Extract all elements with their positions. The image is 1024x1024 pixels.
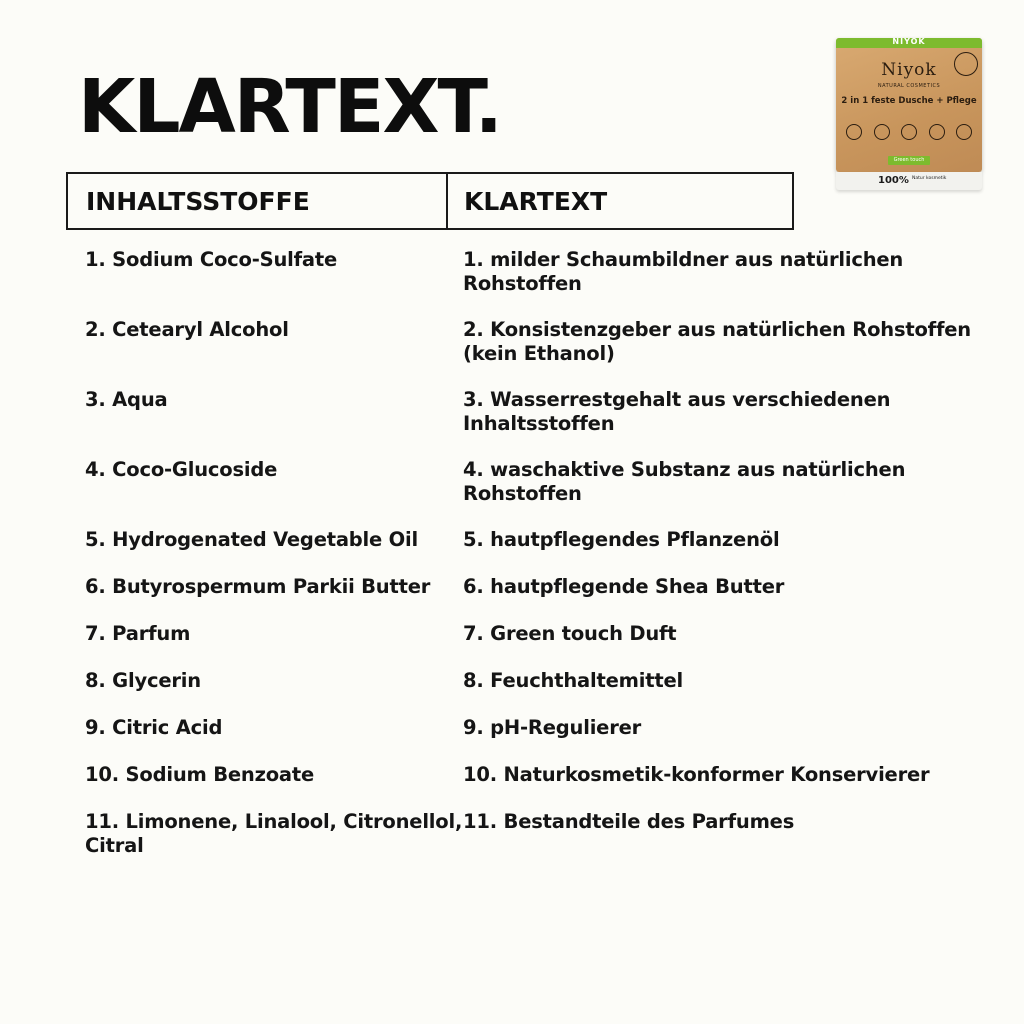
ingredient-cell: 4. Coco-Glucoside: [85, 458, 278, 481]
header-klartext: KLARTEXT: [464, 186, 608, 216]
table-row: [85, 575, 975, 599]
explanation-cell: 6. hautpflegende Shea Butter: [463, 575, 785, 598]
ingredient-cell: 1. Sodium Coco-Sulfate: [85, 248, 337, 271]
table-row: [85, 528, 975, 552]
explanation-cell: 11. Bestandteile des Parfumes: [463, 810, 795, 833]
header-ingredients: INHALTSSTOFFE: [68, 174, 448, 228]
ingredient-cell: 8. Glycerin: [85, 669, 201, 692]
product-title: 2 in 1 feste Dusche + Pflege: [841, 96, 977, 106]
explanation-cell: 2. Konsistenzgeber aus natürlichen Rohstoffen (kein Ethanol): [463, 318, 971, 365]
product-image: [836, 38, 982, 190]
product-claim-sub: Natur kosmetik: [912, 176, 947, 181]
table-row: [85, 458, 975, 506]
explanation-cell: 5. hautpflegendes Pflanzenöl: [463, 528, 780, 551]
product-box: [836, 38, 982, 172]
product-top-strip: [836, 38, 982, 48]
product-top-strip-text: NIYOK: [892, 38, 926, 46]
ingredient-cell: 3. Aqua: [85, 388, 168, 411]
page-headline: KLARTEXT.: [78, 64, 501, 150]
explanation-cell: 8. Feuchthaltemittel: [463, 669, 683, 692]
explanation-cell: 10. Naturkosmetik-konformer Konservierer: [463, 763, 930, 786]
ingredient-cell: 5. Hydrogenated Vegetable Oil: [85, 528, 419, 551]
ingredient-cell: 10. Sodium Benzoate: [85, 763, 315, 786]
ingredient-cell: 6. Butyrospermum Parkii Butter: [85, 575, 431, 598]
badge-icon: [901, 124, 917, 140]
product-variant-label: Green touch: [888, 156, 930, 165]
table-row: [85, 388, 975, 436]
table-row: [85, 810, 975, 858]
badge-icon: [929, 124, 945, 140]
ingredient-cell: 9. Citric Acid: [85, 716, 223, 739]
explanation-cell: 3. Wasserrestgehalt aus verschiedenen Inhaltsstoffen: [463, 388, 891, 435]
explanation-cell: 4. waschaktive Substanz aus natürlichen Rohstoffen: [463, 458, 906, 505]
table-row: [85, 318, 975, 366]
table-header: [66, 172, 794, 230]
ingredient-table: [85, 248, 975, 858]
badge-icon: [956, 124, 972, 140]
explanation-cell: 1. milder Schaumbildner aus natürlichen Rohstoffen: [463, 248, 904, 295]
table-row: [85, 716, 975, 740]
table-row: [85, 248, 975, 296]
badge-icon: [874, 124, 890, 140]
product-brand-sub: NATURAL COSMETICS: [877, 83, 941, 89]
product-claim: 100%: [878, 175, 909, 186]
ingredient-cell: 7. Parfum: [85, 622, 191, 645]
explanation-cell: 9. pH-Regulierer: [463, 716, 642, 739]
ingredient-cell: 11. Limonene, Linalool, Citronellol, Citral: [85, 810, 463, 857]
product-badges: [846, 124, 972, 140]
explanation-cell: 7. Green touch Duft: [463, 622, 677, 645]
ingredient-cell: 2. Cetearyl Alcohol: [85, 318, 289, 341]
badge-icon: [846, 124, 862, 140]
product-box-bottom: [836, 172, 982, 190]
table-row: [85, 763, 975, 787]
table-row: [85, 669, 975, 693]
product-brand: Niyok: [881, 60, 937, 80]
table-row: [85, 622, 975, 646]
